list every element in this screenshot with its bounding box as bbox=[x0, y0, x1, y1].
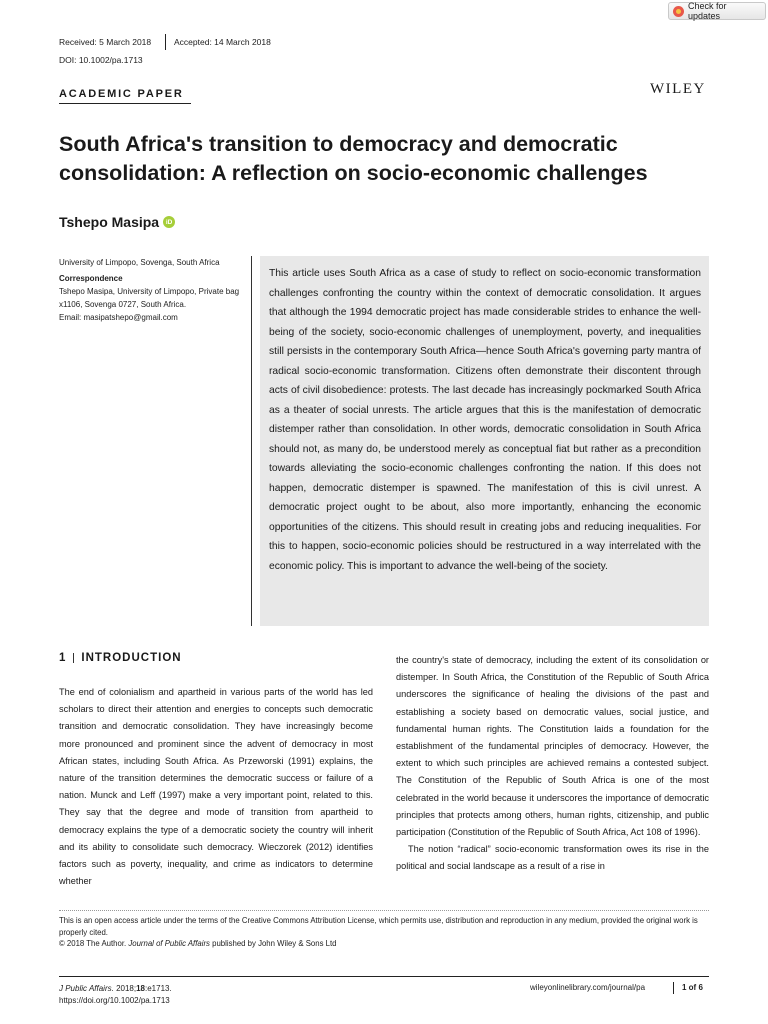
section-number: 1 bbox=[59, 652, 67, 664]
abstract-box bbox=[260, 256, 709, 626]
paragraph: the country's state of democracy, including the extent of its consolidation or distemper. In South Africa, the Constitution of the Republic of South Africa underscores the significance of healing the divisions of the past and establishing a society based on democratic values, social justice, and fundamental human rights. The Constitution laids a foundation for the establishment of the fundamental principles of democracy. However, the extent to which such principles are achieved remains a contested subject. The Constitution of the Republic of South Africa is one of the most celebrated in the world because it underscores the importance of democratic principles that protects among others, human rights, citizenship, and public participation (Constitution of the Republic of South Africa, Act 108 of 1996). bbox=[396, 655, 709, 838]
check-for-updates-button[interactable] bbox=[668, 2, 766, 20]
check-for-updates-label: Check for updates bbox=[688, 1, 727, 21]
orcid-icon[interactable] bbox=[163, 216, 175, 228]
wiley-logo: WILEY bbox=[650, 81, 706, 97]
correspondence-address: Tshepo Masipa, University of Limpopo, Private bag x1106, Sovenga 0727, South Africa. bbox=[59, 287, 240, 309]
citation-article: :e1713. bbox=[145, 984, 172, 993]
section-title: INTRODUCTION bbox=[81, 652, 182, 664]
author-name: Tshepo Masipa bbox=[59, 214, 160, 230]
paragraph: The notion “radical” socio-economic transformation owes its rise in the political and social landscape as a result of a rise in bbox=[396, 844, 709, 872]
copyright-line bbox=[59, 938, 711, 950]
correspondence-label: Correspondence bbox=[59, 274, 123, 283]
received-date: Received: 5 March 2018 bbox=[59, 37, 152, 47]
crossmark-icon bbox=[673, 6, 684, 17]
accepted-date: Accepted: 14 March 2018 bbox=[174, 37, 271, 47]
paragraph: The end of colonialism and apartheid in various parts of the world has led scholars to direct their attention and energies to concepts such democratic transition and democratic consolidation. They have increasingly become more pronounced and prominent since the advent of democracy in most African states, including South Africa. As Przeworski (1991) explains, the nature of the transition determines the democratic success or failure of a nation. Munck and Leff (1997) make a very important point, related to this. They say that the degree and mode of transition from apartheid to democracy explains the type of a democratic society the country will inherit and its ability to consolidate such democracy. Wieczorek (2012) identifies factors such as poverty, inequality, and crime as indicators to determine whether bbox=[59, 687, 373, 887]
meta-divider bbox=[165, 34, 166, 50]
journal-name: Journal of Public Affairs bbox=[128, 939, 210, 948]
email[interactable]: Email: masipatshepo@gmail.com bbox=[59, 313, 178, 322]
sidebar-divider bbox=[251, 256, 252, 626]
doi-text: DOI: 10.1002/pa.1713 bbox=[59, 55, 143, 65]
article-type-label: ACADEMIC PAPER bbox=[59, 88, 184, 100]
author-line bbox=[59, 214, 175, 230]
affiliation-block bbox=[59, 256, 245, 324]
citation-volume: 18 bbox=[136, 984, 145, 993]
footer-citation bbox=[59, 983, 172, 1007]
body-column-2 bbox=[396, 652, 709, 876]
section-divider bbox=[73, 653, 74, 663]
footer-rule bbox=[59, 976, 709, 977]
copyright-suffix: published by John Wiley & Sons Ltd bbox=[209, 939, 337, 948]
section-heading bbox=[59, 652, 182, 664]
abstract-text: This article uses South Africa as a case of study to reflect on socio-economic transformation challenges confronting the country within the context of democratic consolidation. It argues that although the 1994 democratic project has made considerable strides to enhance the well-being of the society, socio-economic challenges of unemployment, poverty, and inequalities still persists in the contemporary South Africa—hence South Africa's governing party mantra of radical socio-economic transformation. Citizens often demonstrate their discontent through acts of civil disobedience: protests. The last decade has increasingly pockmarked South Africa as a theater of social unrests. The article argues that this is the manifestation of democratic distemper rather than consolidation. In other words, democratic consolidation in South Africa should not, as many do, be understood merely as conceptual fiat but rather as a precondition towards alleviating the socio-economic challenges confronting the nation. If this does not happen, democratic distemper is spawned. The manifestation of this is civil unrest. A democratic project ought to be about, also more importantly, enhancing the economic opportunities of the citizens. This should result in creating jobs and reducing inequalities. For this to happen, socio-economic policies should be restructured in a way interrelated with the economic policy. This is important to advance the well-being of the society. bbox=[269, 268, 701, 572]
license-text: This is an open access article under the terms of the Creative Commons Attribution License, which permits use, distribution and reproduction in any medium, provided the original work is properly cited. bbox=[59, 916, 698, 937]
footer-doi-link[interactable]: https://doi.org/10.1002/pa.1713 bbox=[59, 996, 170, 1005]
article-type-underline bbox=[59, 103, 191, 104]
footnote-divider bbox=[59, 910, 709, 911]
orcid-label: iD bbox=[165, 218, 173, 226]
citation-year: 2018; bbox=[113, 984, 137, 993]
license-note bbox=[59, 915, 711, 950]
page-number: 1 of 6 bbox=[682, 983, 703, 992]
body-column-1 bbox=[59, 684, 373, 890]
footer-divider bbox=[673, 982, 674, 994]
journal-abbrev: J Public Affairs. bbox=[59, 984, 114, 993]
institution: University of Limpopo, Sovenga, South Africa bbox=[59, 258, 220, 267]
journal-website-link[interactable]: wileyonlinelibrary.com/journal/pa bbox=[530, 983, 646, 992]
copyright-prefix: © 2018 The Author. bbox=[59, 939, 129, 948]
article-title: South Africa's transition to democracy and democratic consolidation: A reflection on socio-economic challenges bbox=[59, 132, 648, 185]
